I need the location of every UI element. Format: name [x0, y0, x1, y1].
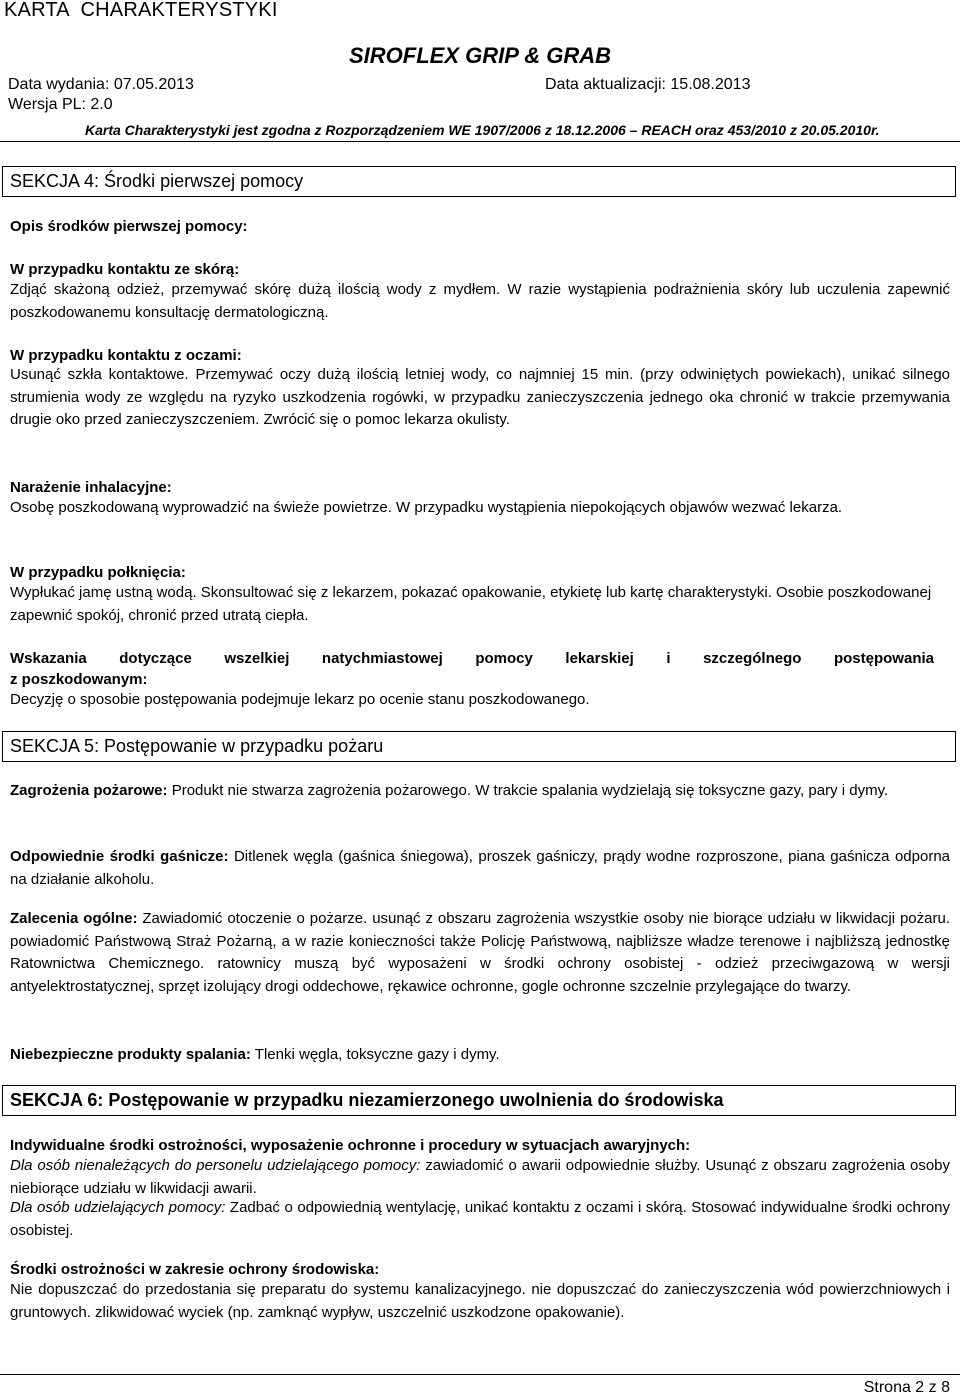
ingestion-label: W przypadku połknięcia:: [10, 564, 186, 581]
personal-precautions-label: Indywidualne środki ostrożności, wyposażenie ochronne i procedury w sytuacjach awaryjnych:: [10, 1137, 691, 1154]
non-emergency-label: Dla osób nienależących do personelu udzielającego pomocy:: [10, 1157, 421, 1174]
non-emergency-paragraph: [10, 1155, 950, 1200]
eye-contact-text: Usunąć szkła kontaktowe. Przemywać oczy dużą ilością letniej wody, co najmniej 15 min. (przy odwiniętych powiekach), unikać silnego strumienia wody ze względu na ryzyko uszkodzenia rogówki, w przypadku zanieczyszczenia jednego oka chronić w trakcie przemywania drugie oko przed zanieczyszczeniem. Zwrócić się o pomoc lekarza okulisty.: [10, 366, 950, 428]
fire-hazards-text: Produkt nie stwarza zagrożenia pożarowego. W trakcie spalania wydzielają się toksyczne gazy, pary i dymy.: [167, 782, 889, 799]
section-6-heading: SEKCJA 6: Postępowanie w przypadku niezamierzonego uwolnienia do środowiska: [2, 1085, 956, 1116]
medical-attention-label: Wskazania dotyczące wszelkiej natychmiastowej pomocy lekarskiej i szczególnego postępowania: [10, 650, 934, 667]
responders-paragraph: [10, 1197, 950, 1242]
extinguishing-media-label: Odpowiednie środki gaśnicze:: [10, 848, 229, 865]
update-date: Data aktualizacji: 15.08.2013: [545, 76, 751, 93]
environmental-precautions-label: Środki ostrożności w zakresie ochrony środowiska:: [10, 1261, 380, 1278]
skin-contact-label: W przypadku kontaktu ze skórą:: [10, 261, 240, 278]
extinguishing-media-text: Ditlenek węgla (gaśnica śniegowa), proszek gaśniczy, prądy wodne rozproszone, piana gaśnicza odporna na działanie alkoholu.: [10, 848, 951, 888]
issue-date: Data wydania: 07.05.2013: [8, 76, 194, 93]
general-advice-label: Zalecenia ogólne:: [10, 910, 138, 927]
general-advice-paragraph: [10, 908, 950, 998]
inhalation-label: Narażenie inhalacyjne:: [10, 479, 172, 496]
fire-hazards-paragraph: [10, 780, 950, 803]
section-5-heading: SEKCJA 5: Postępowanie w przypadku pożaru: [2, 731, 956, 762]
responders-text: Zadbać o odpowiednią wentylację, unikać kontaktu z oczami i skórą. Stosować indywidualne środki ochrony osobistej.: [10, 1199, 951, 1239]
regulation-compliance-note: Karta Charakterystyki jest zgodna z Rozporządzeniem WE 1907/2006 z 18.12.2006 – REACH oraz 453/2010 z 20.05.2010r.: [85, 122, 880, 138]
version-label: Wersja PL: 2.0: [8, 96, 113, 113]
document-type-title: KARTA CHARAKTERYSTYKI: [4, 0, 278, 21]
general-advice-text: Zawiadomić otoczenie o pożarze. usunąć z obszaru zagrożenia wszystkie osoby nie biorące udziału w likwidacji pożaru. powiadomić Państwową Straż Pożarną, a w razie konieczności także Policję Państwową, najbliższe władze terenowe i najbliższą jednostkę Ratownictwa Chemicznego. ratownicy muszą być wyposażeni w środki ochrony osobistej - odzież przeciwgazową w wersji antyelektrostatycznej, sprzęt izolujący drogi oddechowe, rękawice ochronne, gogle ochronne szczelnie przylegające do twarzy.: [10, 910, 950, 995]
extinguishing-media-paragraph: [10, 846, 950, 891]
combustion-products-paragraph: [10, 1044, 950, 1067]
medical-attention-label-cont: z poszkodowanym:: [10, 671, 148, 688]
first-aid-intro: Opis środków pierwszej pomocy:: [10, 218, 248, 235]
medical-attention-text: Decyzję o sposobie postępowania podejmuje lekarz po ocenie stanu poszkodowanego.: [10, 691, 590, 708]
combustion-products-label: Niebezpieczne produkty spalania:: [10, 1046, 251, 1063]
footer-divider: [0, 1374, 960, 1375]
section-4-heading: SEKCJA 4: Środki pierwszej pomocy: [2, 166, 956, 197]
ingestion-text: Wypłukać jamę ustną wodą. Skonsultować się z lekarzem, pokazać opakowanie, etykietę lub kartę charakterystyki. Osobie poszkodowanej zapewnić spokój, chronić przed utratą ciepła.: [10, 584, 932, 624]
environmental-precautions-text: Nie dopuszczać do przedostania się preparatu do systemu kanalizacyjnego. nie dopuszczać do zanieczyszczenia wód powierzchniowych i gruntowych. zlikwidować wyciek (np. zamknąć wypływ, uszczelnić uszkodzone opakowanie).: [10, 1281, 950, 1321]
product-name: SIROFLEX GRIP & GRAB: [349, 43, 611, 68]
non-emergency-text: zawiadomić o awarii odpowiednie służby. Usunąć z obszaru zagrożenia osoby niebiorące udziału w likwidacji awarii.: [10, 1157, 950, 1197]
inhalation-text: Osobę poszkodowaną wyprowadzić na świeże powietrze. W przypadku wystąpienia niepokojących objawów wezwać lekarza.: [10, 499, 843, 516]
skin-contact-text: Zdjąć skażoną odzież, przemywać skórę dużą ilością wody z mydłem. W razie wystąpienia podrażnienia skóry lub uczulenia zapewnić poszkodowanemu konsultację dermatologiczną.: [10, 281, 950, 321]
header-divider: [0, 141, 960, 142]
responders-label: Dla osób udzielających pomocy:: [10, 1199, 226, 1216]
fire-hazards-label: Zagrożenia pożarowe:: [10, 782, 168, 799]
page-number: Strona 2 z 8: [863, 1379, 950, 1396]
combustion-products-text: Tlenki węgla, toksyczne gazy i dymy.: [250, 1046, 500, 1063]
eye-contact-label: W przypadku kontaktu z oczami:: [10, 347, 242, 364]
